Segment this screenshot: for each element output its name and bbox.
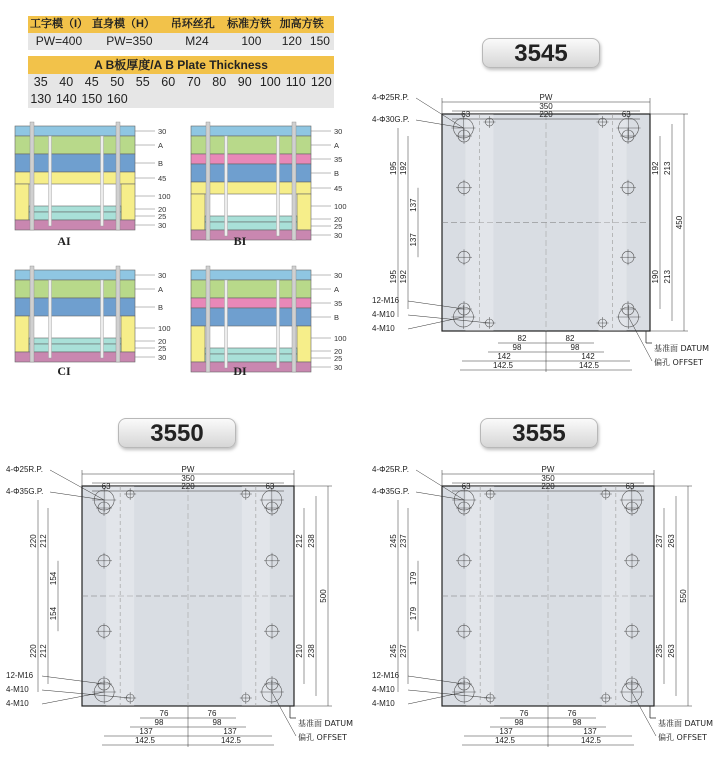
dimension-label: 220 (539, 110, 553, 119)
dimension-label: 4-Φ30G.P. (372, 115, 410, 124)
mold-dim-label: 35 (334, 155, 343, 164)
thickness-value: 150 (81, 92, 103, 106)
dimension-label: 212 (39, 644, 48, 658)
mold-dim-label: A (334, 285, 340, 294)
dimension-label: 237 (399, 644, 408, 658)
mold-dim-label: 30 (158, 221, 167, 230)
dimension-label: 63 (461, 110, 471, 119)
spec-value-pw350: PW=350 (106, 34, 153, 48)
dimension-label: 基准面 DATUM (298, 719, 354, 728)
dimension-label: 213 (663, 161, 672, 175)
thickness-value: 110 (285, 75, 306, 89)
thickness-value: 45 (84, 75, 99, 89)
dimension-label: 210 (295, 644, 304, 658)
dimension-label: 220 (29, 534, 38, 548)
dimension-label: 98 (154, 718, 164, 727)
mold-dim-label: 30 (334, 127, 343, 136)
thickness-value: 55 (135, 75, 150, 89)
spec-value-m24: M24 (185, 34, 209, 48)
dimension-label: 63 (461, 482, 471, 491)
thickness-value: 35 (33, 75, 48, 89)
mold-dim-label: 20 (334, 347, 343, 356)
dimension-label: 4-Φ25R.P. (372, 93, 409, 102)
dimension-label: 137 (223, 727, 237, 736)
dimension-label: PW (181, 465, 195, 474)
dimension-label: 4-M10 (6, 685, 29, 694)
mold-dim-label: 100 (158, 192, 171, 201)
dimension-label: 142.5 (220, 736, 242, 745)
dimension-label: 142.5 (580, 736, 602, 745)
mold-stack-diagram (10, 118, 175, 233)
dimension-label: 137 (409, 198, 418, 212)
dimension-label: 76 (567, 709, 577, 718)
dimension-label: 偏孔 OFFSET (298, 733, 347, 742)
mold-dim-label: 20 (158, 205, 167, 214)
dimension-label: 137 (499, 727, 513, 736)
dimension-label: 12-M16 (6, 671, 34, 680)
thickness-row (28, 91, 334, 108)
dimension-label: 137 (139, 727, 153, 736)
mold-dim-label: 35 (334, 299, 343, 308)
plate-drawing-3550 (4, 460, 354, 760)
dimension-label: 263 (667, 534, 676, 548)
mold-dim-label: A (158, 141, 164, 150)
plate-drawing-3545 (370, 88, 715, 388)
dimension-label: 154 (49, 571, 58, 586)
dimension-label: 220 (541, 482, 555, 491)
mold-dim-label: 25 (158, 212, 167, 221)
model-title: 3550 (118, 418, 236, 448)
dimension-label: 142.5 (578, 361, 600, 370)
thickness-value: 130 (30, 92, 52, 106)
dimension-label: 4-M10 (6, 699, 29, 708)
dimension-label: 237 (399, 534, 408, 548)
dimension-label: 263 (667, 644, 676, 658)
dimension-label: 142.5 (492, 361, 514, 370)
dimension-label: 偏孔 OFFSET (654, 358, 703, 367)
thickness-value: 100 (259, 75, 281, 89)
dimension-label: 235 (655, 644, 664, 658)
dimension-label: 195 (389, 270, 398, 284)
dimension-label: 350 (181, 474, 195, 483)
mold-view-ai (10, 118, 175, 248)
dimension-label: 98 (570, 343, 580, 352)
dimension-label: 137 (583, 727, 597, 736)
spec-value-pw400: PW=400 (35, 34, 83, 48)
dimension-label: 190 (651, 270, 660, 284)
dimension-label: 82 (517, 334, 527, 343)
dimension-label: PW (541, 465, 555, 474)
mold-dim-label: 30 (334, 271, 343, 280)
spec-value-150: 150 (309, 34, 330, 48)
dimension-label: 237 (655, 534, 664, 548)
thickness-value: 120 (310, 75, 332, 89)
dimension-label: 142.5 (134, 736, 156, 745)
mold-dim-label: 20 (334, 215, 343, 224)
dimension-label: 450 (675, 215, 684, 230)
plate-drawing-3555 (370, 460, 715, 760)
mold-dim-label: 30 (334, 363, 343, 372)
mold-view-label: DI (233, 364, 247, 378)
spec-header-eyebolt: 吊环丝孔 (170, 18, 215, 30)
mold-dim-label: B (158, 159, 164, 168)
dimension-label: 192 (399, 161, 408, 175)
spec-header-h: 直身模（H） (91, 18, 155, 30)
mold-stack-diagram (10, 262, 175, 377)
dimension-label: 82 (565, 334, 575, 343)
thickness-row (28, 74, 334, 91)
dimension-label: 238 (307, 644, 316, 658)
dimension-label: 4-M10 (372, 310, 395, 319)
spec-header-i: 工字模（I） (30, 18, 89, 30)
dimension-label: 192 (651, 161, 660, 175)
mold-dim-label: B (158, 303, 164, 312)
dimension-label: 4-Φ35G.P. (6, 487, 44, 496)
thickness-value: 140 (55, 92, 77, 106)
dimension-label: 179 (409, 606, 418, 621)
dimension-label: 4-M10 (372, 324, 395, 333)
mold-dim-label: 30 (334, 231, 343, 240)
dimension-label: 142 (497, 352, 511, 361)
dimension-label: 98 (212, 718, 222, 727)
dimension-label: 142 (581, 352, 595, 361)
dimension-label: 63 (265, 482, 275, 491)
mold-dim-label: 30 (158, 127, 167, 136)
spec-header-tall-block: 加高方铁 (279, 18, 324, 30)
thickness-title: A B板厚度/A B Plate Thickness (28, 56, 334, 74)
dimension-label: 179 (409, 571, 418, 586)
dimension-label: 142.5 (494, 736, 516, 745)
mold-dim-label: 45 (334, 184, 343, 193)
mold-dim-label: B (334, 313, 340, 322)
mold-stack-diagram (186, 262, 351, 377)
dimension-label: 63 (101, 482, 111, 491)
spec-table (28, 16, 334, 50)
mold-view-ci (10, 262, 175, 392)
dimension-label: 213 (663, 270, 672, 284)
mold-stack-diagram (186, 118, 351, 240)
thickness-table (28, 56, 334, 108)
mold-dim-label: 25 (158, 344, 167, 353)
mold-view-di (186, 262, 351, 392)
dimension-label: 195 (389, 161, 398, 175)
model-title: 3545 (482, 38, 600, 68)
dimension-label: 4-Φ35G.P. (372, 487, 410, 496)
dimension-label: 4-Φ25R.P. (6, 465, 43, 474)
dimension-label: 192 (399, 270, 408, 284)
spec-value-120: 120 (281, 34, 302, 48)
dimension-label: 偏孔 OFFSET (658, 733, 707, 742)
dimension-label: 212 (295, 534, 304, 548)
dimension-label: 154 (49, 606, 58, 621)
model-title: 3555 (480, 418, 598, 448)
spec-value-100: 100 (241, 34, 262, 48)
mold-dim-label: A (158, 285, 164, 294)
dimension-label: 220 (29, 644, 38, 658)
dimension-label: 350 (541, 474, 555, 483)
dimension-label: 12-M16 (372, 671, 400, 680)
mold-dim-label: B (334, 169, 340, 178)
dimension-label: PW (539, 93, 553, 102)
dimension-label: 4-Φ25R.P. (372, 465, 409, 474)
mold-dim-label: 25 (334, 354, 343, 363)
dimension-label: 98 (514, 718, 524, 727)
spec-header-std-block: 标准方铁 (227, 18, 272, 30)
dimension-label: 98 (512, 343, 522, 352)
mold-dim-label: 20 (158, 337, 167, 346)
dimension-label: 63 (625, 482, 635, 491)
thickness-value: 50 (110, 75, 125, 89)
dimension-label: 212 (39, 534, 48, 548)
dimension-label: 137 (409, 233, 418, 247)
mold-dim-label: 100 (334, 334, 347, 343)
mold-dim-label: 45 (158, 174, 167, 183)
dimension-label: 12-M16 (372, 296, 400, 305)
dimension-label: 350 (539, 102, 553, 111)
dimension-label: 238 (307, 534, 316, 548)
mold-dim-label: 25 (334, 222, 343, 231)
thickness-value: 80 (212, 75, 227, 89)
dimension-label: 76 (519, 709, 529, 718)
dimension-label: 76 (207, 709, 217, 718)
mold-view-label: BI (233, 234, 247, 248)
mold-dim-label: 30 (158, 271, 167, 280)
dimension-label: 98 (572, 718, 582, 727)
dimension-label: 基准面 DATUM (658, 719, 714, 728)
mold-view-label: CI (57, 364, 71, 378)
dimension-label: 245 (389, 534, 398, 548)
dimension-label: 76 (159, 709, 169, 718)
dimension-label: 63 (621, 110, 631, 119)
mold-view-label: AI (57, 234, 71, 248)
mold-dim-label: A (334, 141, 340, 150)
dimension-label: 245 (389, 644, 398, 658)
mold-dim-label: 100 (158, 324, 171, 333)
dimension-label: 4-M10 (372, 685, 395, 694)
dimension-label: 220 (181, 482, 195, 491)
thickness-value: 160 (106, 92, 128, 106)
thickness-value: 60 (161, 75, 176, 89)
dimension-label: 500 (319, 589, 328, 603)
dimension-label: 550 (679, 589, 688, 603)
dimension-label: 4-M10 (372, 699, 395, 708)
thickness-value: 40 (59, 75, 74, 89)
dimension-label: 基准面 DATUM (654, 344, 710, 353)
mold-dim-label: 100 (334, 202, 347, 211)
thickness-value: 70 (186, 75, 201, 89)
mold-view-bi (186, 118, 351, 248)
mold-dim-label: 30 (158, 353, 167, 362)
thickness-value: 90 (237, 75, 252, 89)
